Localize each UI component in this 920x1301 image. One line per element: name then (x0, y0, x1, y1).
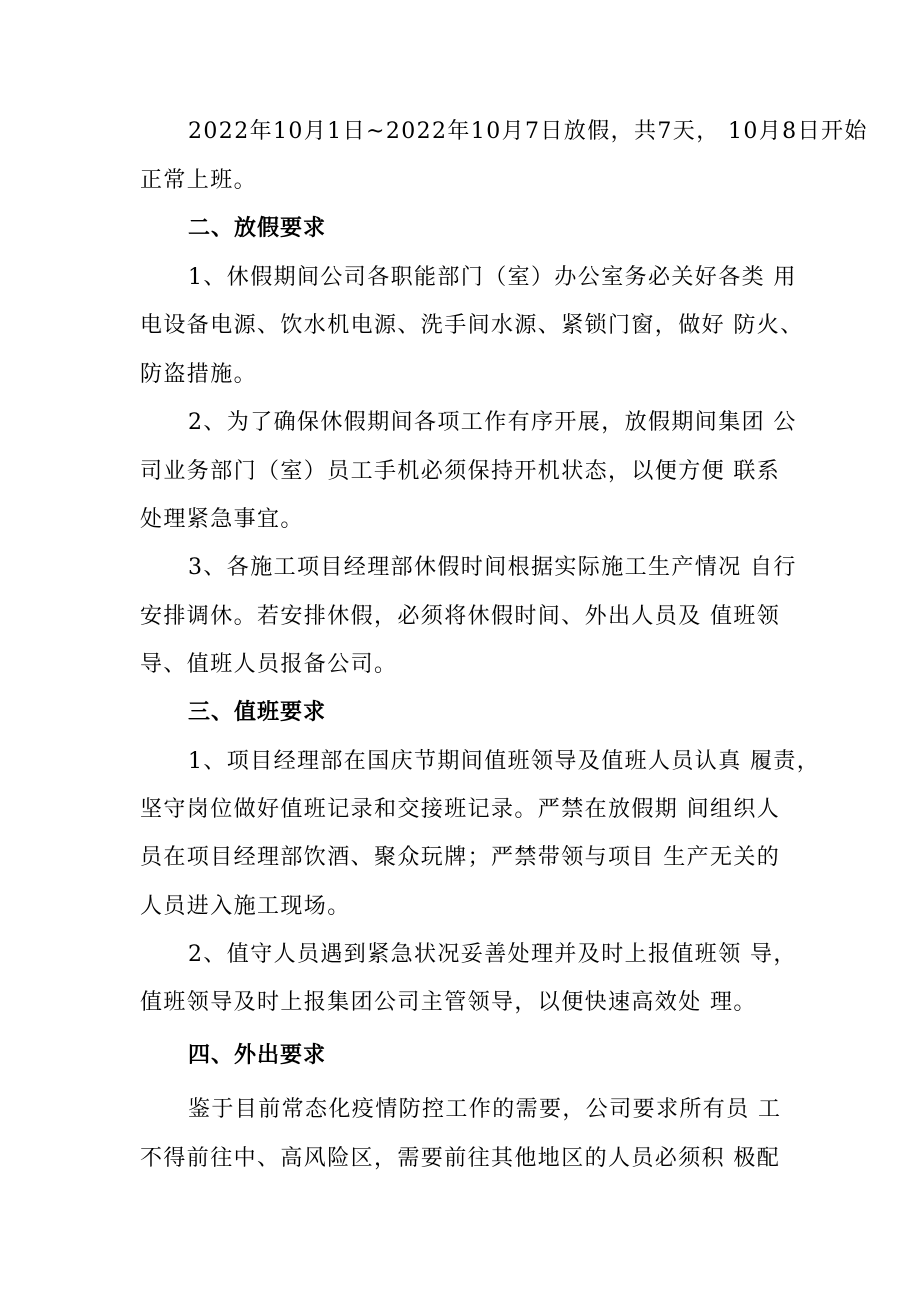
paragraph-line: 1、项目经理部在国庆节期间值班领导及值班人员认真 履责， (188, 749, 821, 774)
paragraph-line: 员在项目经理部饮酒、聚众玩牌；严禁带领与项目 生产无关的 (140, 845, 781, 870)
paragraph-line: 电设备电源、饮水机电源、洗手间水源、紧锁门窗，做好 防火、 (140, 313, 804, 338)
paragraph-line: 2022年10月1日~2022年10月7日放假，共7天， 10月8日开始 (188, 119, 868, 144)
paragraph-line: 2、为了确保休假期间各项工作有序开展，放假期间集团 公 (188, 410, 797, 435)
paragraph-line: 防盗措施。 (140, 362, 258, 387)
paragraph-line: 1、休假期间公司各职能部门（室）办公室务必关好各类 用 (188, 265, 797, 290)
section-heading-travel-requirements: 四、外出要求 (188, 1043, 327, 1068)
paragraph-line: 值班领导及时上报集团公司主管领导，以便快速高效处 理。 (140, 990, 757, 1015)
paragraph-line: 人员进入施工现场。 (140, 894, 351, 919)
paragraph-line: 司业务部门（室）员工手机必须保持开机状态，以便方便 联系 (140, 459, 781, 484)
section-heading-duty-requirements: 三、值班要求 (188, 700, 327, 725)
paragraph-line: 鉴于目前常态化疫情防控工作的需要，公司要求所有员 工 (188, 1097, 782, 1122)
paragraph-line: 3、各施工项目经理部休假时间根据实际施工生产情况 自行 (188, 555, 797, 580)
paragraph-line: 正常上班。 (140, 168, 258, 193)
paragraph-line: 不得前往中、高风险区，需要前往其他地区的人员必须积 极配 (140, 1146, 781, 1171)
paragraph-line: 安排调休。若安排休假，必须将休假时间、外出人员及 值班领 (140, 604, 781, 629)
paragraph-line: 处理紧急事宜。 (140, 507, 304, 532)
paragraph-line: 坚守岗位做好值班记录和交接班记录。严禁在放假期 间组织人 (140, 797, 781, 822)
paragraph-line: 2、值守人员遇到紧急状况妥善处理并及时上报值班领 导， (188, 942, 797, 967)
paragraph-line: 导、值班人员报备公司。 (140, 652, 398, 677)
section-heading-holiday-requirements: 二、放假要求 (188, 216, 327, 241)
